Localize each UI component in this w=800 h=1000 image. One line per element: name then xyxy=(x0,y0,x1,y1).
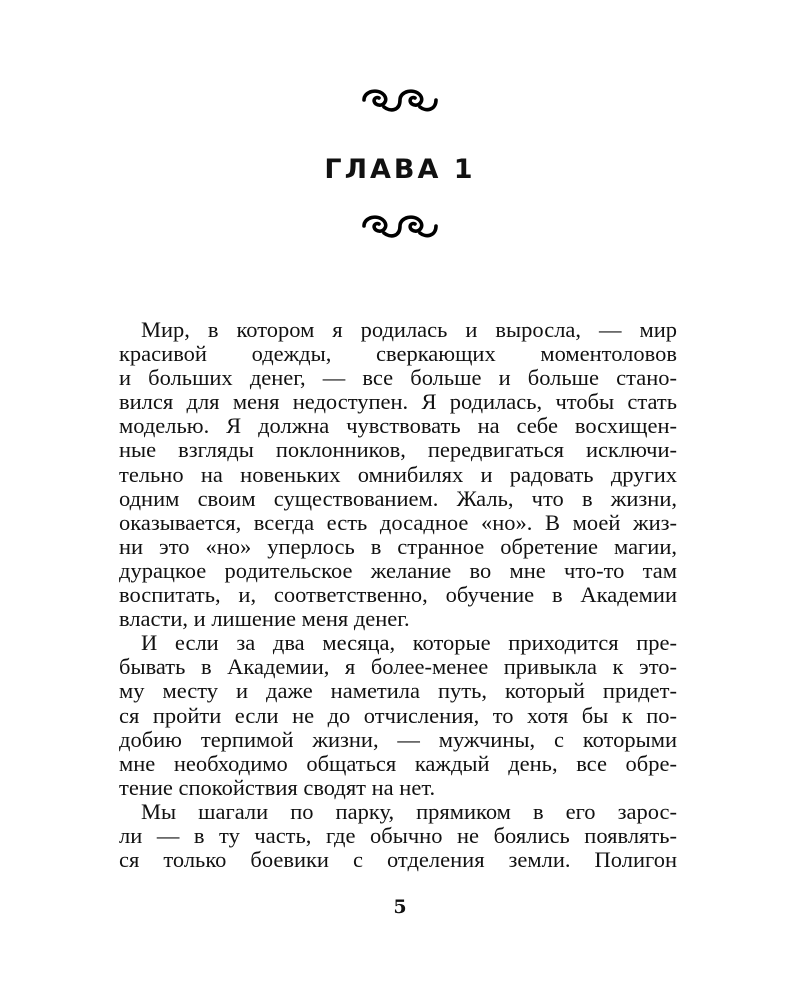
text-line: И если за два месяца, которые приходится пре- xyxy=(141,630,677,656)
double-spiral-icon xyxy=(360,85,440,115)
double-spiral-icon xyxy=(360,211,440,241)
text-line: вился для меня недоступен. Я родилась, чтобы стать xyxy=(119,389,677,415)
text-line: оказывается, всегда есть досадное «но». В моей жиз- xyxy=(119,509,677,535)
text-line: ся только боевики с отделения земли. Полигон xyxy=(119,847,677,873)
ornament-bottom xyxy=(0,206,800,246)
body-text xyxy=(119,318,677,872)
text-line: ли — в ту часть, где обычно не боялись появлять- xyxy=(119,822,677,848)
text-line: му месту и даже наметила путь, который придет- xyxy=(119,678,677,704)
page-number: 5 xyxy=(393,896,407,918)
text-line: и больших денег, — все больше и больше стано- xyxy=(119,365,677,391)
text-line: Мы шагали по парку, прямиком в его зарос- xyxy=(141,798,677,824)
text-line: ся пройти если не до отчисления, то хотя бы к по- xyxy=(119,702,677,728)
chapter-title: ГЛАВА 1 xyxy=(324,154,476,185)
text-line: ни это «но» уперлось в странное обретение магии, xyxy=(119,533,677,559)
text-line: дурацкое родительское желание во мне что-то там xyxy=(119,557,677,583)
text-line: добию терпимой жизни, — мужчины, с которыми xyxy=(119,726,677,752)
text-line: тельно на новеньких омнибилях и радовать других xyxy=(119,461,677,487)
ornament-top xyxy=(0,80,800,120)
text-line: ные взгляды поклонников, передвигаться исключи- xyxy=(119,437,677,463)
text-line: воспитать, и, соответственно, обучение в Академии xyxy=(119,582,677,608)
text-line: тение спокойствия сводят на нет. xyxy=(119,774,436,800)
text-line: одним своим существованием. Жаль, что в жизни, xyxy=(119,485,677,511)
text-line: моделью. Я должна чувствовать на себе восхищен- xyxy=(119,413,677,439)
text-line: бывать в Академии, я более-менее привыкла к это- xyxy=(119,654,677,680)
text-line: Мир, в котором я родилась и выросла, — мир xyxy=(141,317,677,342)
text-line: красивой одежды, сверкающих моментоловов xyxy=(119,341,677,367)
text-line: мне необходимо общаться каждый день, все обре- xyxy=(119,750,677,776)
text-line: власти, и лишение меня денег. xyxy=(119,606,410,632)
